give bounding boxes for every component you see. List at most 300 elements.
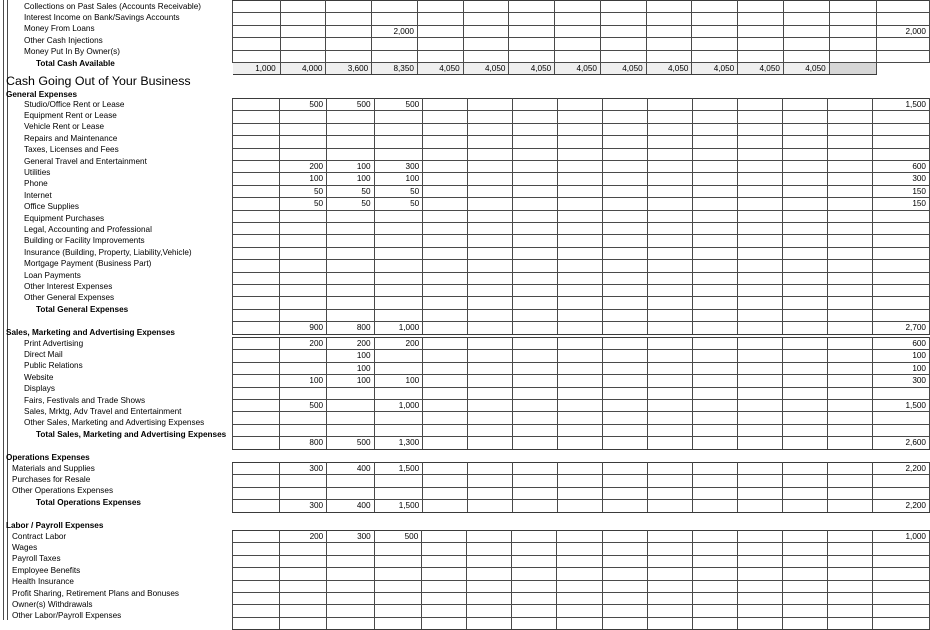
value-cell[interactable] xyxy=(603,148,648,160)
value-cell[interactable] xyxy=(423,235,468,247)
value-cell[interactable] xyxy=(783,25,829,37)
value-cell[interactable] xyxy=(372,38,418,50)
value-cell[interactable] xyxy=(648,198,693,210)
value-cell[interactable] xyxy=(423,437,468,449)
value-cell[interactable] xyxy=(279,475,326,487)
value-cell[interactable] xyxy=(783,475,828,487)
value-cell[interactable] xyxy=(600,50,646,62)
value-cell[interactable] xyxy=(327,297,374,309)
value-cell[interactable]: 4,050 xyxy=(646,62,692,74)
value-cell[interactable] xyxy=(648,136,693,148)
value-cell[interactable] xyxy=(738,375,783,387)
value-cell[interactable] xyxy=(603,198,648,210)
value-cell[interactable] xyxy=(783,272,828,284)
value-cell[interactable] xyxy=(423,500,468,512)
value-cell[interactable] xyxy=(513,136,558,148)
value-cell[interactable] xyxy=(738,123,783,135)
value-cell[interactable] xyxy=(558,111,603,123)
value-cell[interactable] xyxy=(468,185,513,197)
value-cell[interactable] xyxy=(828,500,873,512)
value-cell[interactable] xyxy=(468,260,513,272)
value-cell[interactable] xyxy=(555,13,601,25)
value-cell[interactable] xyxy=(783,173,828,185)
value-cell[interactable] xyxy=(827,543,872,555)
value-cell[interactable] xyxy=(692,531,737,543)
value-cell[interactable] xyxy=(374,111,423,123)
value-cell[interactable] xyxy=(513,412,558,424)
value-cell[interactable] xyxy=(783,260,828,272)
value-cell[interactable] xyxy=(828,198,873,210)
value-cell[interactable] xyxy=(468,148,513,160)
value-cell[interactable] xyxy=(558,412,603,424)
value-cell[interactable] xyxy=(647,605,692,617)
value-cell[interactable]: 500 xyxy=(374,99,423,111)
value-cell[interactable] xyxy=(374,222,423,234)
value-cell[interactable] xyxy=(738,260,783,272)
value-cell[interactable] xyxy=(279,136,326,148)
value-cell[interactable] xyxy=(468,463,513,475)
value-cell[interactable] xyxy=(648,350,693,362)
value-cell[interactable] xyxy=(279,222,326,234)
value-cell[interactable]: 100 xyxy=(327,362,374,374)
value-cell[interactable] xyxy=(279,260,326,272)
value-cell[interactable] xyxy=(327,543,375,555)
value-cell[interactable] xyxy=(603,500,648,512)
value-cell[interactable] xyxy=(738,38,784,50)
value-cell[interactable] xyxy=(558,136,603,148)
value-cell[interactable] xyxy=(557,568,602,580)
value-cell[interactable] xyxy=(738,247,783,259)
value-cell[interactable] xyxy=(468,412,513,424)
value-cell[interactable] xyxy=(280,25,326,37)
value-cell[interactable] xyxy=(555,38,601,50)
value-cell[interactable] xyxy=(422,605,467,617)
value-cell[interactable]: 200 xyxy=(327,338,374,350)
value-cell[interactable] xyxy=(423,487,468,499)
value-cell[interactable] xyxy=(693,350,738,362)
value-cell[interactable] xyxy=(693,260,738,272)
value-cell[interactable] xyxy=(828,463,873,475)
value-cell[interactable] xyxy=(693,173,738,185)
value-cell[interactable] xyxy=(558,424,603,436)
value-cell[interactable] xyxy=(417,13,463,25)
value-cell[interactable] xyxy=(692,568,737,580)
value-cell[interactable] xyxy=(374,592,422,604)
value-cell[interactable] xyxy=(738,111,783,123)
value-cell[interactable] xyxy=(558,387,603,399)
value-cell[interactable] xyxy=(279,617,327,629)
value-cell[interactable] xyxy=(374,210,423,222)
value-cell[interactable] xyxy=(783,487,828,499)
value-cell[interactable] xyxy=(558,362,603,374)
value-cell[interactable] xyxy=(374,424,423,436)
value-cell[interactable] xyxy=(783,1,829,13)
value-cell[interactable] xyxy=(513,475,558,487)
value-cell[interactable] xyxy=(783,111,828,123)
value-cell[interactable] xyxy=(648,272,693,284)
value-cell[interactable] xyxy=(468,247,513,259)
value-cell[interactable] xyxy=(280,13,326,25)
value-cell[interactable] xyxy=(738,487,783,499)
value-cell[interactable] xyxy=(647,580,692,592)
value-cell[interactable] xyxy=(738,160,783,172)
value-cell[interactable] xyxy=(737,568,782,580)
value-cell[interactable] xyxy=(509,1,555,13)
value-cell[interactable] xyxy=(422,543,467,555)
value-cell[interactable] xyxy=(783,198,828,210)
value-cell[interactable] xyxy=(557,555,602,567)
value-cell[interactable] xyxy=(327,568,375,580)
value-cell[interactable] xyxy=(647,531,692,543)
value-cell[interactable] xyxy=(279,555,327,567)
value-cell[interactable] xyxy=(513,375,558,387)
value-cell[interactable] xyxy=(372,1,418,13)
value-cell[interactable] xyxy=(693,148,738,160)
value-cell[interactable] xyxy=(738,362,783,374)
value-cell[interactable] xyxy=(602,617,647,629)
value-cell[interactable] xyxy=(828,210,873,222)
value-cell[interactable]: 100 xyxy=(327,375,374,387)
value-cell[interactable] xyxy=(829,13,876,25)
value-cell[interactable] xyxy=(558,235,603,247)
value-cell[interactable] xyxy=(468,309,513,321)
value-cell[interactable] xyxy=(557,592,602,604)
value-cell[interactable]: 8,350 xyxy=(372,62,418,74)
value-cell[interactable] xyxy=(555,50,601,62)
value-cell[interactable] xyxy=(513,322,558,334)
value-cell[interactable] xyxy=(326,25,372,37)
value-cell[interactable] xyxy=(783,136,828,148)
value-cell[interactable]: 200 xyxy=(279,160,326,172)
value-cell[interactable] xyxy=(648,424,693,436)
value-cell[interactable] xyxy=(467,531,512,543)
value-cell[interactable]: 500 xyxy=(279,400,326,412)
value-cell[interactable] xyxy=(468,437,513,449)
value-cell[interactable] xyxy=(423,148,468,160)
value-cell[interactable] xyxy=(467,543,512,555)
value-cell[interactable] xyxy=(468,136,513,148)
value-cell[interactable] xyxy=(468,424,513,436)
value-cell[interactable] xyxy=(513,123,558,135)
value-cell[interactable] xyxy=(467,555,512,567)
value-cell[interactable] xyxy=(738,13,784,25)
value-cell[interactable] xyxy=(279,297,326,309)
value-cell[interactable] xyxy=(600,38,646,50)
value-cell[interactable] xyxy=(693,111,738,123)
value-cell[interactable] xyxy=(647,592,692,604)
value-cell[interactable] xyxy=(828,136,873,148)
value-cell[interactable] xyxy=(423,297,468,309)
value-cell[interactable] xyxy=(512,531,557,543)
value-cell[interactable]: 4,050 xyxy=(509,62,555,74)
value-cell[interactable] xyxy=(374,387,423,399)
value-cell[interactable] xyxy=(828,148,873,160)
value-cell[interactable] xyxy=(374,148,423,160)
value-cell[interactable] xyxy=(422,531,467,543)
value-cell[interactable] xyxy=(783,297,828,309)
value-cell[interactable] xyxy=(327,123,374,135)
value-cell[interactable] xyxy=(423,99,468,111)
value-cell[interactable] xyxy=(648,173,693,185)
value-cell[interactable] xyxy=(783,338,828,350)
value-cell[interactable] xyxy=(512,592,557,604)
value-cell[interactable] xyxy=(600,1,646,13)
value-cell[interactable] xyxy=(327,617,375,629)
value-cell[interactable] xyxy=(327,111,374,123)
value-cell[interactable] xyxy=(468,487,513,499)
value-cell[interactable] xyxy=(603,487,648,499)
value-cell[interactable] xyxy=(738,387,783,399)
value-cell[interactable] xyxy=(693,338,738,350)
value-cell[interactable]: 4,050 xyxy=(417,62,463,74)
value-cell[interactable] xyxy=(648,309,693,321)
value-cell[interactable] xyxy=(783,247,828,259)
value-cell[interactable] xyxy=(693,136,738,148)
value-cell[interactable]: 100 xyxy=(327,173,374,185)
value-cell[interactable] xyxy=(738,235,783,247)
value-cell[interactable] xyxy=(828,260,873,272)
value-cell[interactable]: 2,000 xyxy=(372,25,418,37)
value-cell[interactable] xyxy=(417,25,463,37)
value-cell[interactable] xyxy=(558,222,603,234)
value-cell[interactable] xyxy=(374,543,422,555)
value-cell[interactable] xyxy=(646,38,692,50)
value-cell[interactable] xyxy=(782,543,827,555)
value-cell[interactable] xyxy=(828,387,873,399)
value-cell[interactable] xyxy=(648,475,693,487)
value-cell[interactable] xyxy=(827,605,872,617)
value-cell[interactable] xyxy=(468,210,513,222)
value-cell[interactable] xyxy=(783,375,828,387)
value-cell[interactable] xyxy=(423,123,468,135)
value-cell[interactable] xyxy=(828,235,873,247)
value-cell[interactable] xyxy=(783,400,828,412)
value-cell[interactable] xyxy=(423,412,468,424)
value-cell[interactable] xyxy=(558,260,603,272)
value-cell[interactable] xyxy=(603,297,648,309)
value-cell[interactable] xyxy=(738,1,784,13)
value-cell[interactable] xyxy=(738,210,783,222)
value-cell[interactable] xyxy=(693,272,738,284)
value-cell[interactable] xyxy=(648,463,693,475)
value-cell[interactable] xyxy=(648,123,693,135)
value-cell[interactable] xyxy=(513,235,558,247)
value-cell[interactable] xyxy=(513,222,558,234)
value-cell[interactable] xyxy=(279,350,326,362)
value-cell[interactable] xyxy=(693,235,738,247)
value-cell[interactable] xyxy=(603,160,648,172)
value-cell[interactable]: 300 xyxy=(374,160,423,172)
value-cell[interactable] xyxy=(468,297,513,309)
value-cell[interactable] xyxy=(693,185,738,197)
value-cell[interactable] xyxy=(374,247,423,259)
value-cell[interactable] xyxy=(468,111,513,123)
value-cell[interactable] xyxy=(327,309,374,321)
value-cell[interactable] xyxy=(327,400,374,412)
value-cell[interactable] xyxy=(692,555,737,567)
value-cell[interactable]: 200 xyxy=(279,338,326,350)
value-cell[interactable] xyxy=(513,272,558,284)
value-cell[interactable] xyxy=(555,25,601,37)
value-cell[interactable] xyxy=(693,475,738,487)
value-cell[interactable] xyxy=(280,38,326,50)
value-cell[interactable] xyxy=(828,284,873,296)
value-cell[interactable] xyxy=(600,25,646,37)
value-cell[interactable] xyxy=(372,13,418,25)
value-cell[interactable] xyxy=(693,400,738,412)
value-cell[interactable] xyxy=(648,284,693,296)
value-cell[interactable] xyxy=(327,260,374,272)
value-cell[interactable] xyxy=(648,322,693,334)
value-cell[interactable] xyxy=(423,350,468,362)
value-cell[interactable] xyxy=(783,362,828,374)
value-cell[interactable] xyxy=(783,235,828,247)
value-cell[interactable] xyxy=(828,111,873,123)
value-cell[interactable] xyxy=(374,362,423,374)
value-cell[interactable] xyxy=(327,475,374,487)
value-cell[interactable] xyxy=(829,25,876,37)
value-cell[interactable] xyxy=(327,210,374,222)
value-cell[interactable] xyxy=(558,297,603,309)
value-cell[interactable] xyxy=(423,260,468,272)
value-cell[interactable]: 50 xyxy=(374,185,423,197)
value-cell[interactable] xyxy=(509,50,555,62)
value-cell[interactable] xyxy=(558,500,603,512)
value-cell[interactable] xyxy=(558,463,603,475)
value-cell[interactable] xyxy=(828,487,873,499)
value-cell[interactable] xyxy=(828,272,873,284)
value-cell[interactable] xyxy=(738,222,783,234)
value-cell[interactable] xyxy=(738,148,783,160)
value-cell[interactable] xyxy=(782,568,827,580)
value-cell[interactable] xyxy=(827,555,872,567)
value-cell[interactable] xyxy=(509,13,555,25)
value-cell[interactable] xyxy=(513,210,558,222)
value-cell[interactable] xyxy=(828,375,873,387)
value-cell[interactable] xyxy=(513,338,558,350)
value-cell[interactable] xyxy=(602,605,647,617)
value-cell[interactable] xyxy=(423,210,468,222)
value-cell[interactable] xyxy=(279,272,326,284)
value-cell[interactable] xyxy=(828,123,873,135)
value-cell[interactable]: 50 xyxy=(327,185,374,197)
value-cell[interactable] xyxy=(783,160,828,172)
value-cell[interactable] xyxy=(423,424,468,436)
value-cell[interactable] xyxy=(782,617,827,629)
value-cell[interactable] xyxy=(828,412,873,424)
value-cell[interactable] xyxy=(738,136,783,148)
value-cell[interactable]: 100 xyxy=(327,160,374,172)
value-cell[interactable] xyxy=(509,25,555,37)
value-cell[interactable] xyxy=(279,148,326,160)
value-cell[interactable] xyxy=(558,198,603,210)
value-cell[interactable] xyxy=(648,210,693,222)
value-cell[interactable]: 1,300 xyxy=(374,437,423,449)
value-cell[interactable] xyxy=(603,136,648,148)
value-cell[interactable] xyxy=(693,322,738,334)
value-cell[interactable] xyxy=(602,543,647,555)
value-cell[interactable] xyxy=(603,322,648,334)
value-cell[interactable] xyxy=(692,580,737,592)
value-cell[interactable] xyxy=(693,160,738,172)
value-cell[interactable] xyxy=(738,437,783,449)
value-cell[interactable] xyxy=(372,50,418,62)
value-cell[interactable] xyxy=(783,387,828,399)
value-cell[interactable]: 400 xyxy=(327,500,374,512)
value-cell[interactable] xyxy=(738,338,783,350)
value-cell[interactable] xyxy=(513,387,558,399)
value-cell[interactable] xyxy=(423,185,468,197)
value-cell[interactable] xyxy=(509,38,555,50)
value-cell[interactable] xyxy=(512,617,557,629)
value-cell[interactable] xyxy=(693,463,738,475)
value-cell[interactable] xyxy=(374,568,422,580)
value-cell[interactable] xyxy=(783,13,829,25)
value-cell[interactable] xyxy=(648,412,693,424)
value-cell[interactable] xyxy=(512,568,557,580)
value-cell[interactable] xyxy=(468,350,513,362)
value-cell[interactable] xyxy=(279,247,326,259)
value-cell[interactable] xyxy=(327,487,374,499)
value-cell[interactable] xyxy=(648,400,693,412)
value-cell[interactable] xyxy=(648,235,693,247)
value-cell[interactable] xyxy=(326,1,372,13)
value-cell[interactable]: 50 xyxy=(374,198,423,210)
value-cell[interactable] xyxy=(557,543,602,555)
value-cell[interactable] xyxy=(374,605,422,617)
value-cell[interactable] xyxy=(513,400,558,412)
value-cell[interactable] xyxy=(648,437,693,449)
value-cell[interactable]: 4,050 xyxy=(738,62,784,74)
value-cell[interactable] xyxy=(828,362,873,374)
value-cell[interactable] xyxy=(738,284,783,296)
value-cell[interactable] xyxy=(374,284,423,296)
value-cell[interactable] xyxy=(423,375,468,387)
value-cell[interactable] xyxy=(603,247,648,259)
value-cell[interactable] xyxy=(327,592,375,604)
value-cell[interactable] xyxy=(557,605,602,617)
value-cell[interactable] xyxy=(279,235,326,247)
value-cell[interactable] xyxy=(557,617,602,629)
value-cell[interactable] xyxy=(417,1,463,13)
value-cell[interactable] xyxy=(783,350,828,362)
value-cell[interactable] xyxy=(468,338,513,350)
value-cell[interactable] xyxy=(423,463,468,475)
value-cell[interactable] xyxy=(827,617,872,629)
value-cell[interactable] xyxy=(603,111,648,123)
value-cell[interactable] xyxy=(374,555,422,567)
value-cell[interactable] xyxy=(602,592,647,604)
value-cell[interactable] xyxy=(783,322,828,334)
value-cell[interactable] xyxy=(783,437,828,449)
value-cell[interactable] xyxy=(783,38,829,50)
value-cell[interactable] xyxy=(327,424,374,436)
value-cell[interactable] xyxy=(782,605,827,617)
value-cell[interactable] xyxy=(512,605,557,617)
value-cell[interactable] xyxy=(417,38,463,50)
value-cell[interactable] xyxy=(783,284,828,296)
value-cell[interactable] xyxy=(558,272,603,284)
value-cell[interactable] xyxy=(513,99,558,111)
value-cell[interactable] xyxy=(279,210,326,222)
value-cell[interactable] xyxy=(693,375,738,387)
value-cell[interactable] xyxy=(558,160,603,172)
value-cell[interactable]: 300 xyxy=(279,500,326,512)
value-cell[interactable]: 4,000 xyxy=(280,62,326,74)
value-cell[interactable] xyxy=(603,210,648,222)
value-cell[interactable]: 1,500 xyxy=(374,500,423,512)
value-cell[interactable] xyxy=(693,297,738,309)
